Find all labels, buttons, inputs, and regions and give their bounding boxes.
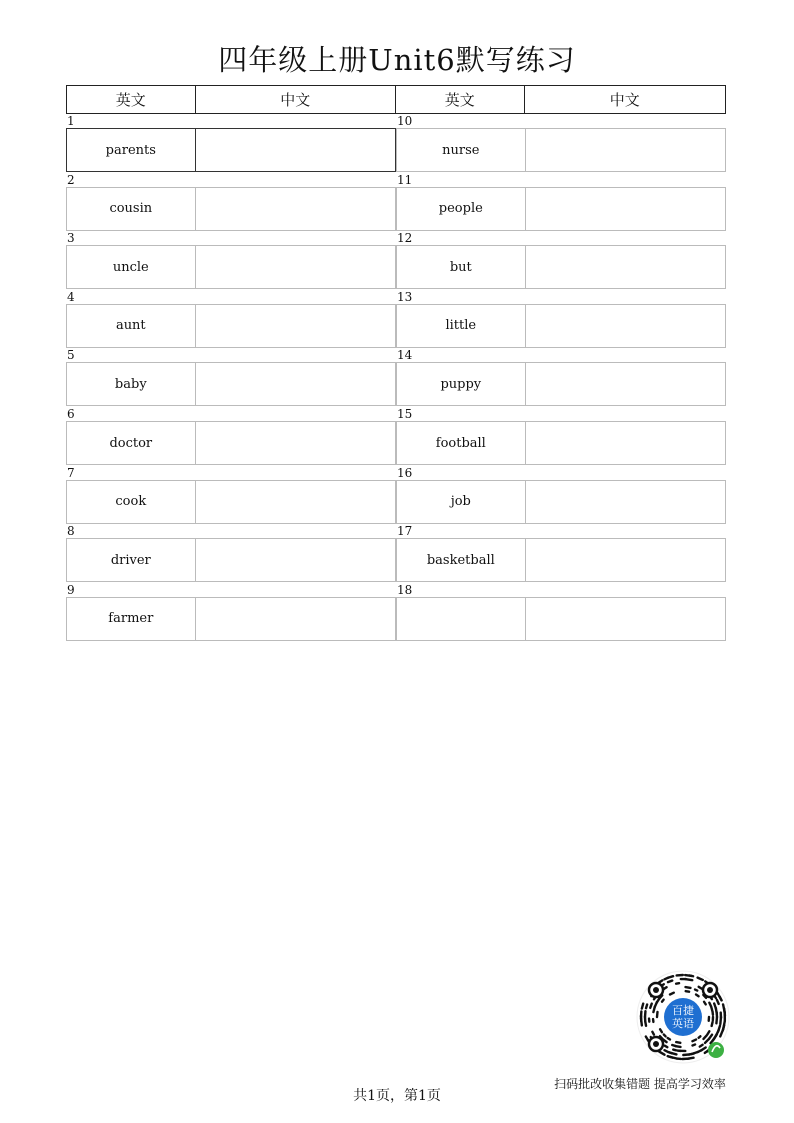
mini-program-icon bbox=[708, 1042, 724, 1058]
english-word: uncle bbox=[67, 246, 196, 288]
list-item bbox=[396, 584, 726, 642]
chinese-answer-blank[interactable] bbox=[526, 246, 725, 288]
table-header bbox=[66, 85, 726, 114]
chinese-answer-blank[interactable] bbox=[526, 598, 725, 640]
chinese-answer-blank[interactable] bbox=[196, 188, 395, 230]
chinese-answer-blank[interactable] bbox=[196, 422, 395, 464]
chinese-answer-blank[interactable] bbox=[526, 305, 725, 347]
english-word: doctor bbox=[67, 422, 196, 464]
list-item bbox=[66, 174, 396, 232]
chinese-answer-blank[interactable] bbox=[196, 598, 395, 640]
page-title: 四年级上册Unit6默写练习 bbox=[218, 43, 576, 77]
chinese-answer-blank[interactable] bbox=[196, 481, 395, 523]
chinese-answer-blank[interactable] bbox=[196, 363, 395, 405]
english-word: cousin bbox=[67, 188, 196, 230]
english-word: parents bbox=[67, 129, 196, 171]
english-word: football bbox=[397, 422, 526, 464]
list-item bbox=[396, 525, 726, 583]
english-word: aunt bbox=[67, 305, 196, 347]
item-number: 8 bbox=[67, 524, 75, 539]
list-item bbox=[66, 115, 396, 173]
chinese-answer-blank[interactable] bbox=[526, 188, 725, 230]
header-chinese-left: 中文 bbox=[196, 86, 396, 113]
header-chinese-right: 中文 bbox=[609, 91, 640, 109]
english-word: job bbox=[397, 481, 526, 523]
english-word: baby bbox=[67, 363, 196, 405]
chinese-answer-blank[interactable] bbox=[196, 539, 395, 581]
mini-program-qr-code bbox=[636, 970, 730, 1064]
header-english-left: 英文 bbox=[67, 86, 196, 113]
chinese-answer-blank[interactable] bbox=[526, 422, 725, 464]
list-item bbox=[396, 115, 726, 173]
chinese-answer-blank[interactable] bbox=[526, 481, 725, 523]
list-item bbox=[396, 291, 726, 349]
item-number: 18 bbox=[397, 582, 413, 597]
list-item bbox=[66, 584, 396, 642]
list-item bbox=[66, 232, 396, 290]
list-item bbox=[396, 232, 726, 290]
item-number: 16 bbox=[397, 465, 413, 480]
list-item bbox=[396, 349, 726, 407]
chinese-answer-blank[interactable] bbox=[526, 539, 725, 581]
chinese-answer-blank[interactable] bbox=[196, 305, 395, 347]
english-word: cook bbox=[67, 481, 196, 523]
qr-caption: 扫码批改收集错题 提高学习效率 bbox=[554, 1077, 726, 1091]
qr-logo-line2: 英语 bbox=[672, 1017, 694, 1030]
english-word: but bbox=[397, 246, 526, 288]
qr-logo-line1: 百捷 bbox=[672, 1004, 694, 1017]
item-number: 4 bbox=[67, 289, 75, 304]
item-number: 3 bbox=[67, 231, 75, 246]
item-number: 14 bbox=[397, 348, 413, 363]
item-number: 6 bbox=[67, 407, 75, 421]
item-number: 1 bbox=[67, 114, 75, 128]
list-item bbox=[396, 174, 726, 232]
item-number: 17 bbox=[397, 524, 413, 539]
english-word: driver bbox=[67, 539, 196, 581]
chinese-answer-blank[interactable] bbox=[526, 363, 725, 405]
item-number: 7 bbox=[67, 465, 75, 480]
chinese-answer-blank[interactable] bbox=[196, 129, 395, 171]
list-item bbox=[66, 467, 396, 525]
english-word bbox=[397, 598, 526, 640]
chinese-answer-blank[interactable] bbox=[526, 129, 725, 171]
item-number: 9 bbox=[67, 582, 75, 597]
item-number: 11 bbox=[397, 172, 413, 187]
english-word: puppy bbox=[397, 363, 526, 405]
english-word: people bbox=[397, 188, 526, 230]
item-number: 12 bbox=[397, 231, 413, 246]
item-number: 13 bbox=[397, 289, 413, 304]
list-item bbox=[66, 525, 396, 583]
item-number: 10 bbox=[397, 114, 413, 128]
list-item bbox=[66, 408, 396, 466]
item-number: 2 bbox=[67, 172, 75, 187]
page-footer: 共1页，第1页 bbox=[353, 1088, 441, 1104]
item-number: 15 bbox=[397, 407, 413, 421]
list-item bbox=[66, 349, 396, 407]
list-item bbox=[66, 291, 396, 349]
item-number: 5 bbox=[67, 348, 75, 363]
list-item bbox=[396, 467, 726, 525]
header-english-right: 英文 bbox=[396, 86, 525, 113]
english-word: little bbox=[397, 305, 526, 347]
list-item bbox=[396, 408, 726, 466]
english-word: nurse bbox=[397, 129, 526, 171]
chinese-answer-blank[interactable] bbox=[196, 246, 395, 288]
english-word: farmer bbox=[67, 598, 196, 640]
english-word: basketball bbox=[397, 539, 526, 581]
